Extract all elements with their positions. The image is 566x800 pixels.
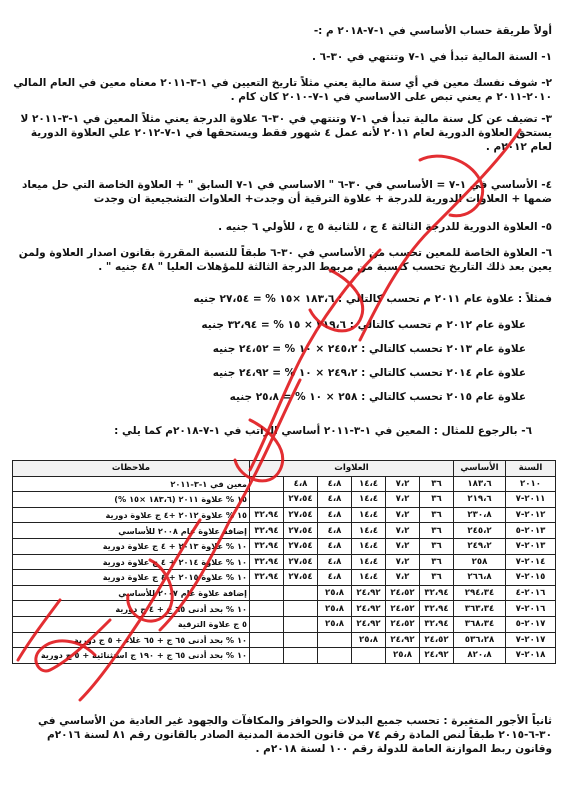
cell-allowance: [284, 601, 318, 617]
cell-allowance: ٣٦: [420, 476, 454, 492]
cell-year: ٢٠١٨-٧: [506, 648, 556, 664]
cell-note: ١٠ % بحد أدنى ٦٥ ج + ١٩٠ ج استثنائية + ٥ ج دورية: [13, 648, 250, 664]
table-intro: ٦- بالرجوع للمثال : المعين في ١-٣-٢٠١١ أساسي الراتب في ١-٧-٢٠١٨م كما يلي :: [114, 425, 532, 437]
header-year: السنة: [506, 461, 556, 477]
table-row: [13, 492, 556, 508]
cell-allowance: ١٤،٤: [352, 554, 386, 570]
cell-year: ٢٠١٢-٧: [506, 507, 556, 523]
cell-allowance: ٣٢،٩٤: [420, 601, 454, 617]
cell-allowance: ١٤،٤: [352, 492, 386, 508]
cell-allowance: ٧،٢: [386, 492, 420, 508]
cell-allowance: ٧،٢: [386, 538, 420, 554]
cell-allowance: ٣٢،٩٤: [249, 554, 283, 570]
table-row: [13, 570, 556, 586]
table-row: [13, 554, 556, 570]
cell-basic: ١٨٣،٦: [454, 476, 506, 492]
cell-allowance: [318, 632, 352, 648]
cell-allowance: ٣٢،٩٤: [420, 616, 454, 632]
cell-allowance: ٧،٢: [386, 570, 420, 586]
cell-allowance: ٤،٨: [318, 538, 352, 554]
cell-basic: ٢٤٩،٢: [454, 538, 506, 554]
cell-allowance: ٤،٨: [318, 523, 352, 539]
example-line: علاوة عام ٢٠١٥ تحسب كالتالي : ٢٥٨ × ١٠ % = ٢٥،٨ جنيه: [229, 391, 526, 403]
cell-allowance: ٣٦: [420, 538, 454, 554]
cell-allowance: [249, 476, 283, 492]
cell-note: ١٠ % بحد أدنى ٦٥ ج + ٤ ج دورية: [13, 601, 250, 617]
cell-basic: ٢٣٠،٨: [454, 507, 506, 523]
cell-allowance: ٢٤،٩٢: [420, 648, 454, 664]
cell-allowance: ٢٥،٨: [318, 585, 352, 601]
cell-note: ٥ ج علاوة الترقية: [13, 616, 250, 632]
cell-allowance: ٧،٢: [386, 507, 420, 523]
cell-note: إضافة علاوة عام ٢٠٠٨ للأساسي: [13, 523, 250, 539]
cell-allowance: [284, 616, 318, 632]
para-5: ٥- العلاوة الدورية للدرجة الثالثة ٤ ج ، للثانية ٥ ج ، للأولي ٦ جنيه .: [218, 221, 552, 233]
cell-basic: ٢٥٨: [454, 554, 506, 570]
para-1: ١- السنة المالية تبدأ في ١-٧ وتنتهي في ٣٠-٦ .: [312, 51, 552, 63]
cell-allowance: ٤،٨: [318, 507, 352, 523]
cell-allowance: ٢٧،٥٤: [284, 554, 318, 570]
cell-basic: ٢٩٤،٣٤: [454, 585, 506, 601]
cell-allowance: ٤،٨: [318, 492, 352, 508]
cell-note: ١٥ % علاوة ٢٠١٢ +٤ ج علاوة دورية: [13, 507, 250, 523]
header-notes: ملاحظات: [13, 461, 250, 477]
cell-year: ٢٠١٣-٧: [506, 538, 556, 554]
para-3: ٣- تضيف عن كل سنة مالية تبدأ في ١-٧ وتنتهي في ٣٠-٦ علاوة الدرجة يعني مثلاً المعين في ١-٣-٢٠١١ لا يستحق العلاوة الدورية لعام ٢٠١١ لأنه عمل ٤ شهور فقط ويستحقها في ١-٧-٢٠١٢ علي العلاوة الدورية لعام ٢٠١٢م .: [20, 113, 552, 153]
table-row: [13, 601, 556, 617]
table-header-row: [13, 461, 556, 477]
cell-allowance: [284, 648, 318, 664]
cell-allowance: ٢٧،٥٤: [284, 570, 318, 586]
para-2: ٢- شوف نفسك معين في أي سنة مالية يعني مثلاً تاريخ التعيين في ١-٣-٢٠١١ معناه معين في العام المالي ٢٠١٠-٢٠١١ م يعني تبص على الاساسي في ١-٧-٢٠١٠ كان كام .: [13, 77, 552, 103]
cell-basic: ٣٦٣،٣٤: [454, 601, 506, 617]
table-row: [13, 632, 556, 648]
cell-allowance: ٢٧،٥٤: [284, 492, 318, 508]
cell-allowance: ٣٢،٩٤: [249, 523, 283, 539]
cell-allowance: [249, 616, 283, 632]
cell-allowance: ٧،٢: [386, 523, 420, 539]
cell-basic: ٢١٩،٦: [454, 492, 506, 508]
table-row: [13, 585, 556, 601]
para-6: ٦- العلاوة الخاصة للمعين تحسب من الأساسي في ٣٠-٦ طبقاً للنسبة المقررة بقانون اصدار العلاوة ولمن يعين بعد ذلك التاريخ تحسب كنسبة من مربوط الدرجة الثالثة للمؤهلات العليا " ٤٨ جنيه " .: [18, 247, 552, 273]
cell-allowance: ٢٤،٥٢: [386, 616, 420, 632]
cell-allowance: ٣٢،٩٤: [249, 570, 283, 586]
cell-allowance: [249, 648, 283, 664]
cell-allowance: ٢٤،٩٢: [352, 585, 386, 601]
cell-allowance: ٣٦: [420, 523, 454, 539]
cell-year: ٢٠١٦-٧: [506, 601, 556, 617]
cell-allowance: ٢٥،٨: [318, 616, 352, 632]
cell-allowance: ٢٤،٩٢: [352, 601, 386, 617]
example-line: علاوة عام ٢٠١٤ تحسب كالتالي : ٢٤٩،٢ × ١٠ % = ٢٤،٩٢ جنيه: [212, 367, 526, 379]
cell-allowance: ٢٤،٩٢: [386, 632, 420, 648]
cell-allowance: ٤،٨: [284, 476, 318, 492]
cell-allowance: ٤،٨: [318, 570, 352, 586]
header-basic: الأساسي: [454, 461, 506, 477]
cell-allowance: ١٤،٤: [352, 507, 386, 523]
table-row: [13, 538, 556, 554]
cell-allowance: ٣٢،٩٤: [420, 585, 454, 601]
cell-note: ١٠ % علاوة ٢٠١٣ + ٤ ج علاوة دورية: [13, 538, 250, 554]
examples-title: فمثلاً : علاوة عام ٢٠١١ م تحسب كالتالي : ١٨٣،٦ ×١٥ % = ٢٧،٥٤ جنيه: [193, 293, 552, 305]
cell-allowance: ٣٢،٩٤: [249, 507, 283, 523]
example-line: علاوة عام ٢٠١٣ تحسب كالتالي : ٢٤٥،٢ × ١٠ % = ٢٤،٥٢ جنيه: [212, 343, 526, 355]
cell-year: ٢٠١٦-٤: [506, 585, 556, 601]
cell-note: إضافة علاوة عام ٢٠٠٧ للأساسي: [13, 585, 250, 601]
cell-allowance: ١٤،٤: [352, 570, 386, 586]
cell-allowance: ٣٦: [420, 570, 454, 586]
cell-year: ٢٠١٣-٥: [506, 523, 556, 539]
cell-allowance: ٢٥،٨: [352, 632, 386, 648]
table-row: [13, 648, 556, 664]
table-row: [13, 523, 556, 539]
signature-stroke: [360, 130, 520, 340]
cell-allowance: ٣٦: [420, 554, 454, 570]
cell-note: ١٠ % علاوة ٢٠١٥ + ٤ ج علاوة دورية: [13, 570, 250, 586]
cell-allowance: [352, 648, 386, 664]
para-4: ٤- الأساسي في ١-٧ = الأساسي في ٣٠-٦ " الاساسي في ١-٧ السابق " + العلاوة الخاصة التي حل ميعاد ضمها + العلاوات الدورية للدرجة + علاوة الترقية أن وجدت+ العلاوات التشجيعية ان وجدت: [22, 179, 552, 205]
table-row: [13, 616, 556, 632]
example-line: علاوة عام ٢٠١٢ م تحسب كالتالي : ٢١٩،٦ × ١٥ % = ٣٢،٩٤ جنيه: [201, 319, 526, 331]
cell-basic: ٢٦٦،٨: [454, 570, 506, 586]
cell-allowance: ٣٦: [420, 492, 454, 508]
cell-basic: ٥٣٦،٢٨: [454, 632, 506, 648]
header-allowances: العلاوات: [249, 461, 453, 477]
table-row: [13, 476, 556, 492]
cell-allowance: ٢٥،٨: [386, 648, 420, 664]
cell-allowance: [318, 648, 352, 664]
cell-basic: ٨٢٠،٨: [454, 648, 506, 664]
cell-allowance: ٧،٢: [386, 476, 420, 492]
cell-basic: ٣٦٨،٣٤: [454, 616, 506, 632]
cell-allowance: ٢٧،٥٤: [284, 538, 318, 554]
cell-allowance: [284, 585, 318, 601]
cell-allowance: ٢٧،٥٤: [284, 507, 318, 523]
cell-allowance: ٢٥،٨: [318, 601, 352, 617]
cell-allowance: ٤،٨: [318, 554, 352, 570]
section-one-heading: أولاً طريقة حساب الأساسي في ١-٧-٢٠١٨ م :-: [313, 25, 552, 37]
cell-allowance: [249, 492, 283, 508]
cell-allowance: ٤،٨: [318, 476, 352, 492]
cell-allowance: ٣٢،٩٤: [249, 538, 283, 554]
cell-year: ٢٠١٤-٧: [506, 554, 556, 570]
cell-allowance: ١٤،٤: [352, 476, 386, 492]
cell-allowance: ٢٧،٥٤: [284, 523, 318, 539]
table-row: [13, 507, 556, 523]
cell-allowance: ٢٤،٩٢: [352, 616, 386, 632]
cell-basic: ٢٤٥،٢: [454, 523, 506, 539]
cell-note: معين في ١-٣-٢٠١١: [13, 476, 250, 492]
cell-year: ٢٠١٧-٧: [506, 632, 556, 648]
cell-allowance: ٢٤،٥٢: [386, 601, 420, 617]
cell-allowance: [249, 632, 283, 648]
cell-allowance: ٢٤،٥٢: [420, 632, 454, 648]
cell-allowance: ٧،٢: [386, 554, 420, 570]
section-two-text: ثانياً الأجور المتغيرة : تحسب جميع البدلات والحوافز والمكافآت والجهود غير العادية من الأساسي في ٣٠-٦-٢٠١٥ طبقاً لنص المادة رقم ٧٤ من قانون الخدمة المدنية الصادر بالقانون رقم ٨١ لسنة ٢٠١٦م وقانون ربط الموازنة العامة للدولة رقم ١٠٠ لسنة ٢٠١٨م .: [38, 715, 552, 755]
cell-note: ١٥ % علاوة ٢٠١١ (١٨٣،٦ ×١٥ %): [13, 492, 250, 508]
cell-year: ٢٠١١-٧: [506, 492, 556, 508]
cell-allowance: [249, 585, 283, 601]
cell-year: ٢٠١٥-٧: [506, 570, 556, 586]
salary-table: [12, 460, 556, 664]
cell-allowance: ١٤،٤: [352, 523, 386, 539]
cell-allowance: ٣٦: [420, 507, 454, 523]
cell-note: ١٠ % بحد أدنى ٦٥ ج + ٦٥ غلاء + ٥ ج دورية: [13, 632, 250, 648]
cell-allowance: [249, 601, 283, 617]
cell-allowance: [284, 632, 318, 648]
cell-allowance: ٢٤،٥٢: [386, 585, 420, 601]
cell-allowance: ١٤،٤: [352, 538, 386, 554]
cell-year: ٢٠١٠: [506, 476, 556, 492]
cell-note: ١٠ % علاوة ٢٠١٤ + ٤ ج علاوة دورية: [13, 554, 250, 570]
cell-year: ٢٠١٧-٥: [506, 616, 556, 632]
